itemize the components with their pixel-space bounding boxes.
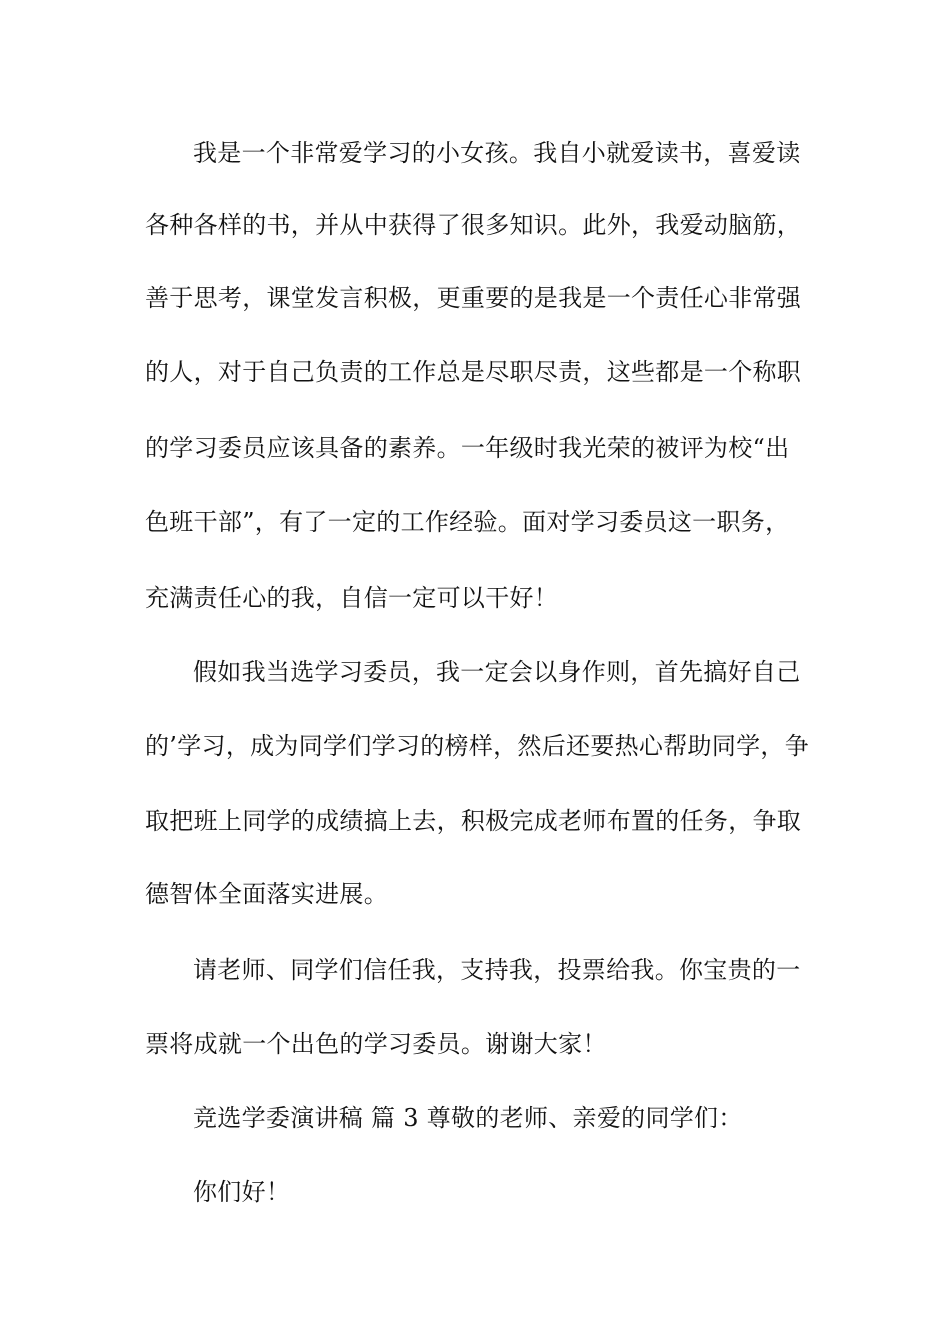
- paragraph-1-line-3: 善于思考，课堂发言积极，更重要的是我是一个责任心非常强: [145, 284, 802, 312]
- paragraph-2-line-1: 假如我当选学习委员，我一定会以身作则，首先搞好自己: [193, 658, 801, 686]
- paragraph-2-line-3: 取把班上同学的成绩搞上去，积极完成老师布置的任务，争取: [145, 807, 802, 835]
- paragraph-1-line-5: 的学习委员应该具备的素养。一年级时我光荣的被评为校“出: [145, 434, 790, 462]
- paragraph-3-line-2: 票将成就一个出色的学习委员。谢谢大家！: [145, 1030, 607, 1058]
- section-heading: 竞选学委演讲稿 篇 3 尊敬的老师、亲爱的同学们：: [193, 1104, 743, 1132]
- paragraph-1-line-1: 我是一个非常爱学习的小女孩。我自小就爱读书，喜爱读: [193, 139, 801, 167]
- paragraph-1-line-7: 充满责任心的我，自信一定可以干好！: [145, 584, 559, 612]
- paragraph-1-line-4: 的人，对于自己负责的工作总是尽职尽责，这些都是一个称职: [145, 358, 802, 386]
- paragraph-1-line-2: 各种各样的书，并从中获得了很多知识。此外，我爱动脑筋，: [145, 211, 802, 239]
- greeting-line: 你们好！: [193, 1178, 291, 1206]
- paragraph-3-line-1: 请老师、同学们信任我，支持我，投票给我。你宝贵的一: [193, 956, 801, 984]
- paragraph-1-line-6: 色班干部”，有了一定的工作经验。面对学习委员这一职务，: [145, 508, 790, 536]
- paragraph-2-line-2: 的’学习，成为同学们学习的榜样，然后还要热心帮助同学，争: [145, 732, 810, 760]
- paragraph-2-line-4: 德智体全面落实进展。: [145, 880, 388, 908]
